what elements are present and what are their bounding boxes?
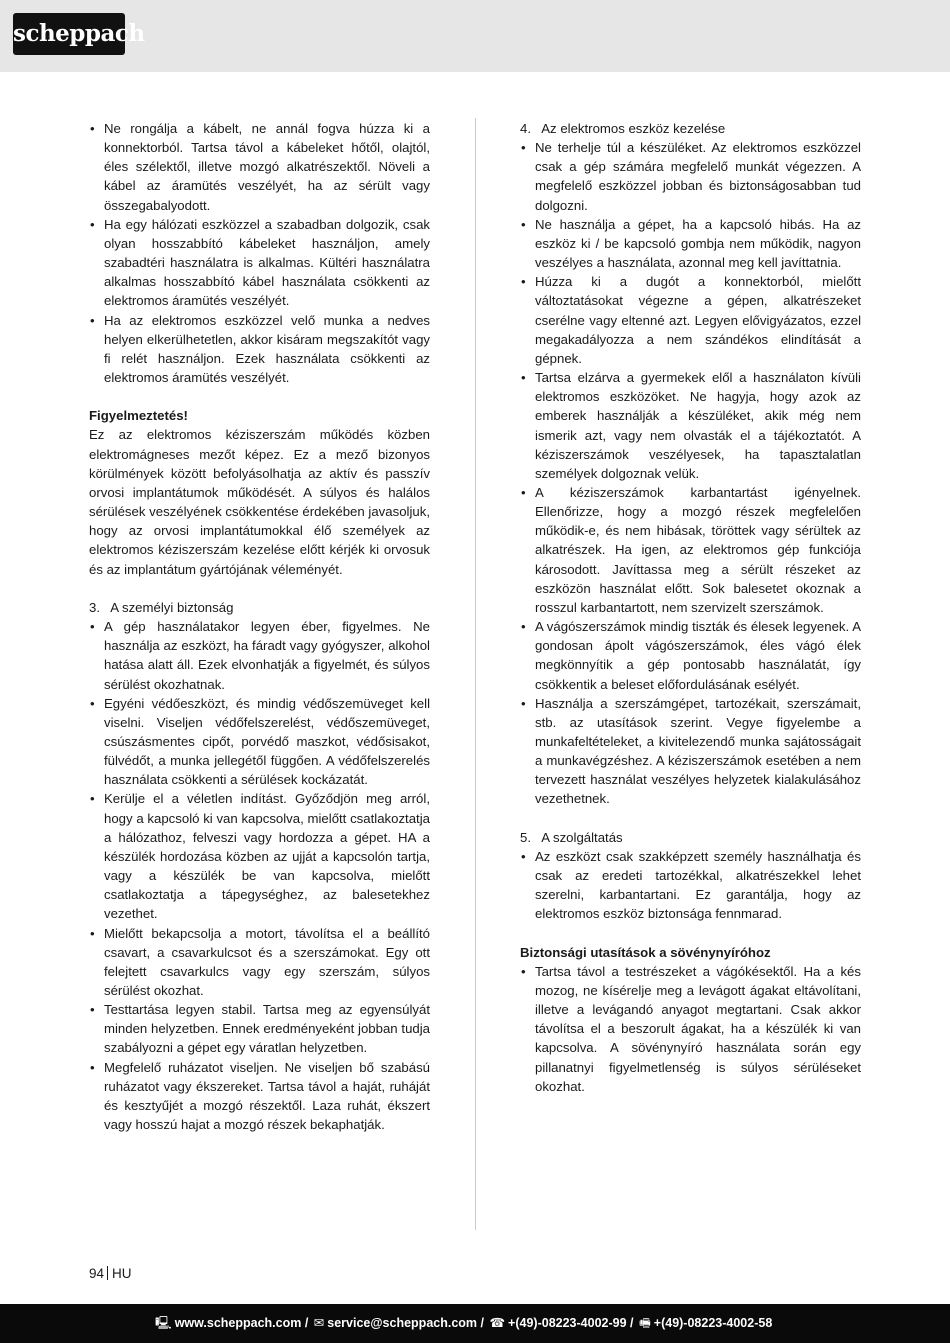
- list-item: • Ha az elektromos eszközzel velő munka a nedves helyen elkerülhetetlen, akkor kisáram megszakítót vagy fi relét használjon. Ezek használata csökkenti az elektromos áramütés veszélyét.: [89, 311, 430, 388]
- list-item: • Tartsa távol a testrészeket a vágókésektől. Ha a kés mozog, ne kísérelje meg a levágott ágakat eltávolítani, illetve a levágandó anyagot megtartani. Csak akkor távolítsa el a beszorult ágakat, ha a készülék ki van kapcsolva. A sövénynyíró használata során egy pillanatnyi figyelmetlenség is súlyos sérüléseket okozhat.: [520, 962, 861, 1096]
- fax-number: +(49)-08223-4002-58: [653, 1316, 773, 1330]
- fax-icon: 🖷: [638, 1316, 651, 1330]
- list-item: • Húzza ki a dugót a konnektorból, mielőtt változtatásokat végezne a gépen, alkatrészeket cserélne vagy eltenné azt. Legyen elővigyázatos, ezzel megakadályozza a nem szándékos elindítását a gépnek.: [520, 272, 861, 368]
- list-item: • Egyéni védőeszközt, és mindig védőszemüveget kell viselni. Viseljen védőfelszerelést, védőszemüveget, csúszásmentes cipőt, porvédő maszkot, védősisakot, fülvédőt, a munka jellegétől függően. A védőfelszerelés használata csökkenti a sérülések kockázatát.: [89, 694, 430, 790]
- warning-text: Ez az elektromos kéziszerszám működés közben elektromágneses mezőt képez. Ez a mező bizonyos körülmények között befolyásolhatja az aktív és passzív orvosi implantátumok működését. A súlyos és halálos sérülések veszélyének csökkentése érdekében javasoljuk, hogy az orvosi implantátumokkal élő személyek az elektromos kéziszerszám kezelése előtt kérjék ki orvosuk és az implantátum gyártójának véleményét.: [89, 427, 430, 577]
- page-separator: [107, 1266, 108, 1280]
- computer-icon: 🖳: [155, 1316, 172, 1330]
- list-item: • Ne rongálja a kábelt, ne annál fogva húzza ki a konnektorból. Tartsa távol a kábeleket hőtől, olajtól, éles szélektől, illetve mozgó alkatrészektől. Növeli a kábel az áramütés veszélyét, ha az sérült vagy összegabalyodott.: [89, 119, 430, 215]
- list-item: • Ne terhelje túl a készüléket. Az elektromos eszközzel csak a gép számára megfelelő munkát végezzen. A megfelelő eszközzel jobban és biztonságosabban tud dolgozni.: [520, 138, 861, 215]
- left-column: [89, 119, 430, 1134]
- list-item: • Mielőtt bekapcsolja a motort, távolítsa el a beállító csavart, a csavarkulcsot és a szerszámokat. Egy ott felejtett csavarkulcs vagy egy szerszám, súlyos sérülést okozhat.: [89, 924, 430, 1001]
- list-item: • A vágószerszámok mindig tiszták és élesek legyenek. A gondosan ápolt vágószerszámok, éles vágó élek megkönnyítik a gép pontosabb használatát, így csökkentik a beleset előfordulásának esélyét.: [520, 617, 861, 694]
- page-header: [0, 0, 950, 72]
- page-number-block: [89, 1265, 132, 1283]
- phone-icon: ☎: [489, 1316, 506, 1330]
- list-item: • Használja a szerszámgépet, tartozékait, szerszámait, stb. az utasítások szerint. Vegye figyelembe a munkafeltételeket, a kivitelezendő munka sajátosságait a munkavégzéshez. A kéziszerszámok esetében a nem tervezett használat veszélyes helyzetek kialakulásához vezethetnek.: [520, 694, 861, 809]
- column-divider: [475, 118, 476, 1230]
- page-number: 94: [89, 1266, 105, 1281]
- section-heading: 5. A szolgáltatás: [520, 829, 623, 845]
- list-item: • Tartsa elzárva a gyermekek elől a használaton kívüli elektromos eszközöket. Ne hagyja, hogy azok az emberek használják a készüléket, akik még nem ismerik azt, vagy nem olvasták el a tájékoztatót. A kéziszerszámok veszélyesek, ha tapasztalatlan személyek dolgoznak velük.: [520, 368, 861, 483]
- warning-heading: Figyelmeztetés!: [89, 408, 188, 424]
- contact-footer: [0, 1304, 950, 1343]
- right-column: [520, 119, 861, 1096]
- list-item: • Az eszközt csak szakképzett személy használhatja és csak az eredeti tartozékkal, alkatrészekkel lehet szerelni, karbantartani. Ez garantálja, hogy az elektromos eszköz biztonsága fennmarad.: [520, 847, 861, 924]
- language-code: HU: [112, 1266, 132, 1281]
- list-item: • A gép használatakor legyen éber, figyelmes. Ne használja az eszközt, ha fáradt vagy gyógyszer, alkohol hatása alatt áll. Ezek elvonhatják a figyelmét, és súlyos sérülést okozhatnak.: [89, 617, 430, 694]
- section-heading: 3. A személyi biztonság: [89, 599, 234, 615]
- list-item: • Kerülje el a véletlen indítást. Győződjön meg arról, hogy a kapcsoló ki van kapcsolva, mielőtt csatlakoztatja a hálózathoz, felveszi vagy hordozza a gépet. HA a készülék hordozása közben az ujját a kapcsolón tartja, vagy a készülék be van kapcsolva, mielőtt csatlakoztatja a tápegységhez, az balesetekhez vezethet.: [89, 789, 430, 923]
- mail-icon: ✉: [313, 1316, 325, 1330]
- list-item: • Ne használja a gépet, ha a kapcsoló hibás. Ha az eszköz ki / be kapcsoló gombja nem működik, nagyon veszélyes a használata, azonnal meg kell javíttatnia.: [520, 215, 861, 272]
- list-item: • A kéziszerszámok karbantartást igényelnek. Ellenőrizze, hogy a mozgó részek megfelelően működik-e, és nem hibásak, töröttek vagy sérültek az alkatrészek. Ha igen, az elektromos gép funkciója károsodott. Javíttassa meg a sérült részeket az eszközön használat előtt. Sok balesetet okoznak a rosszul karbantartott, nem szervizelt szerszámok.: [520, 483, 861, 617]
- section-heading: 4. Az elektromos eszköz kezelése: [520, 121, 726, 136]
- phone-number: +(49)-08223-4002-99 /: [508, 1316, 634, 1330]
- list-item: • Testtartása legyen stabil. Tartsa meg az egyensúlyát minden helyzetben. Ennek eredményeként jobban tudja szabályozni a gépet egy váratlan helyzetben.: [89, 1000, 430, 1057]
- list-item: • Megfelelő ruházatot viseljen. Ne viseljen bő szabású ruházatot vagy ékszereket. Tartsa távol a haját, ruháját és kesztyűjét a mozgó részektől. Laza ruhát, ékszert vagy hosszú hajat a mozgó részek bekaphatják.: [89, 1058, 430, 1135]
- safety-heading: Biztonsági utasítások a sövénynyíróhoz: [520, 944, 771, 960]
- brand-logo: scheppach: [13, 13, 125, 55]
- website-link[interactable]: www.scheppach.com /: [174, 1316, 309, 1330]
- email-link[interactable]: service@scheppach.com /: [327, 1316, 484, 1330]
- list-item: • Ha egy hálózati eszközzel a szabadban dolgozik, csak olyan hosszabbító kábeleket használjon, amely szabadtéri használatra is alkalmas. Kültéri használatra alkalmas hosszabbító kábel használata csökkenti az elektromos áramütés veszélyét.: [89, 215, 430, 311]
